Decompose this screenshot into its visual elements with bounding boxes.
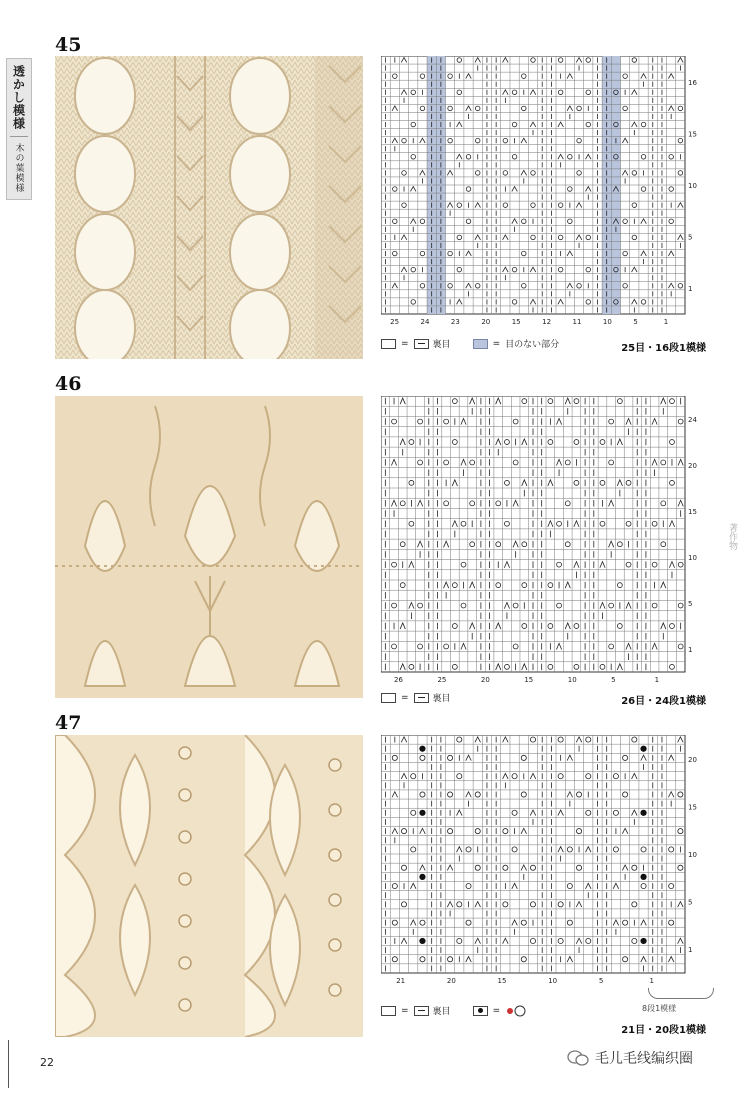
pattern-46-repeat: 26目・24段1模様 — [621, 696, 706, 707]
chart-col-number: 23 — [450, 318, 460, 326]
page-left-rule — [8, 1040, 9, 1088]
pattern-47-repeat: 21目・20段1模様 — [621, 1025, 706, 1036]
chart-row-number: 20 — [688, 462, 697, 470]
chart-col-number: 10 — [567, 676, 577, 684]
chart-row-number: 15 — [688, 130, 697, 139]
page-number: 22 — [40, 1056, 54, 1069]
bobble-diagram-icon — [505, 1005, 527, 1017]
pattern-45-number: 45 — [55, 34, 82, 56]
chart-col-number: 20 — [446, 977, 456, 985]
blank-cell-icon — [381, 693, 396, 703]
pattern-46-photo — [55, 396, 363, 698]
chart-col-number: 10 — [602, 318, 612, 326]
side-tab-divider — [10, 136, 28, 137]
chart-col-number: 1 — [654, 676, 660, 684]
chart-col-number: 1 — [649, 977, 655, 985]
chart-row-number: 1 — [688, 646, 693, 654]
chart-row-number: 10 — [688, 554, 697, 562]
purl-label: 裏目 — [432, 1007, 451, 1017]
chart-col-number: 1 — [663, 318, 669, 326]
chart-col-number: 26 — [394, 676, 403, 684]
chart-col-number: 15 — [497, 977, 507, 985]
purl-symbol-icon — [414, 693, 429, 703]
chart-row-number: 16 — [688, 78, 697, 87]
section-side-tab — [6, 58, 32, 200]
chart-col-number: 15 — [524, 676, 534, 684]
section-subtitle: 木の葉模様 — [13, 143, 24, 193]
chart-col-number: 15 — [511, 318, 521, 326]
chart-row-number: 1 — [688, 946, 693, 955]
chart-row-number: 5 — [688, 898, 693, 907]
pattern-45-legend: = 裏目 = 目のない部分 — [381, 337, 559, 350]
sub-repeat-brace — [648, 988, 714, 999]
chart-col-number: 5 — [633, 318, 638, 326]
chart-row-number: 5 — [688, 233, 693, 242]
pattern-46-legend: = 裏目 — [381, 691, 451, 704]
chart-row-number: 20 — [688, 755, 697, 764]
chart-col-number: 20 — [481, 318, 491, 326]
pattern-47-chart — [381, 735, 707, 987]
chart-col-number: 10 — [548, 977, 558, 985]
chart-col-number: 20 — [480, 676, 490, 684]
copyright-mark: 著作物 — [727, 523, 737, 550]
chart-row-number: 10 — [688, 182, 697, 190]
section-title: 透かし模様 — [11, 65, 26, 130]
no-stitch-cell-icon — [473, 339, 488, 349]
purl-label: 裏目 — [432, 340, 451, 350]
pattern-47-number: 47 — [55, 712, 82, 734]
chart-col-number: 12 — [542, 318, 552, 326]
pattern-45-repeat: 25目・16段1模様 — [621, 343, 706, 354]
pattern-46-chart — [381, 396, 707, 686]
chart-col-number: 24 — [420, 318, 430, 326]
chart-col-number: 25 — [437, 676, 447, 684]
blank-cell-icon — [381, 1006, 396, 1016]
chart-row-number: 5 — [688, 600, 693, 608]
purl-symbol-icon — [414, 1006, 429, 1016]
purl-symbol-icon — [414, 339, 429, 349]
chart-col-number: 5 — [598, 977, 604, 985]
chart-row-number: 15 — [688, 508, 697, 516]
chart-row-number: 10 — [688, 851, 697, 859]
chat-bubble-icon — [567, 1049, 589, 1067]
pattern-45-chart — [381, 56, 707, 328]
bobble-symbol-icon — [473, 1006, 488, 1016]
pattern-47-photo — [55, 735, 363, 1037]
chart-col-number: 5 — [611, 676, 616, 684]
no-stitch-label: 目のない部分 — [505, 340, 560, 350]
pattern-47-subrepeat: 8段1模様 — [642, 1004, 677, 1013]
pattern-45-photo — [55, 56, 363, 359]
chart-row-number: 1 — [688, 285, 693, 294]
chart-row-number: 15 — [688, 803, 697, 812]
pattern-46-number: 46 — [55, 373, 82, 395]
watermark — [567, 1048, 693, 1068]
chart-col-number: 25 — [390, 318, 400, 326]
pattern-47-legend: = 裏目 = — [381, 1004, 527, 1017]
chart-row-number: 24 — [688, 416, 697, 424]
blank-cell-icon — [381, 339, 396, 349]
chart-col-number: 11 — [572, 318, 582, 326]
purl-label: 裏目 — [432, 694, 451, 704]
watermark-text: 毛儿毛线编织圈 — [595, 1051, 693, 1067]
chart-col-number: 21 — [396, 977, 406, 985]
